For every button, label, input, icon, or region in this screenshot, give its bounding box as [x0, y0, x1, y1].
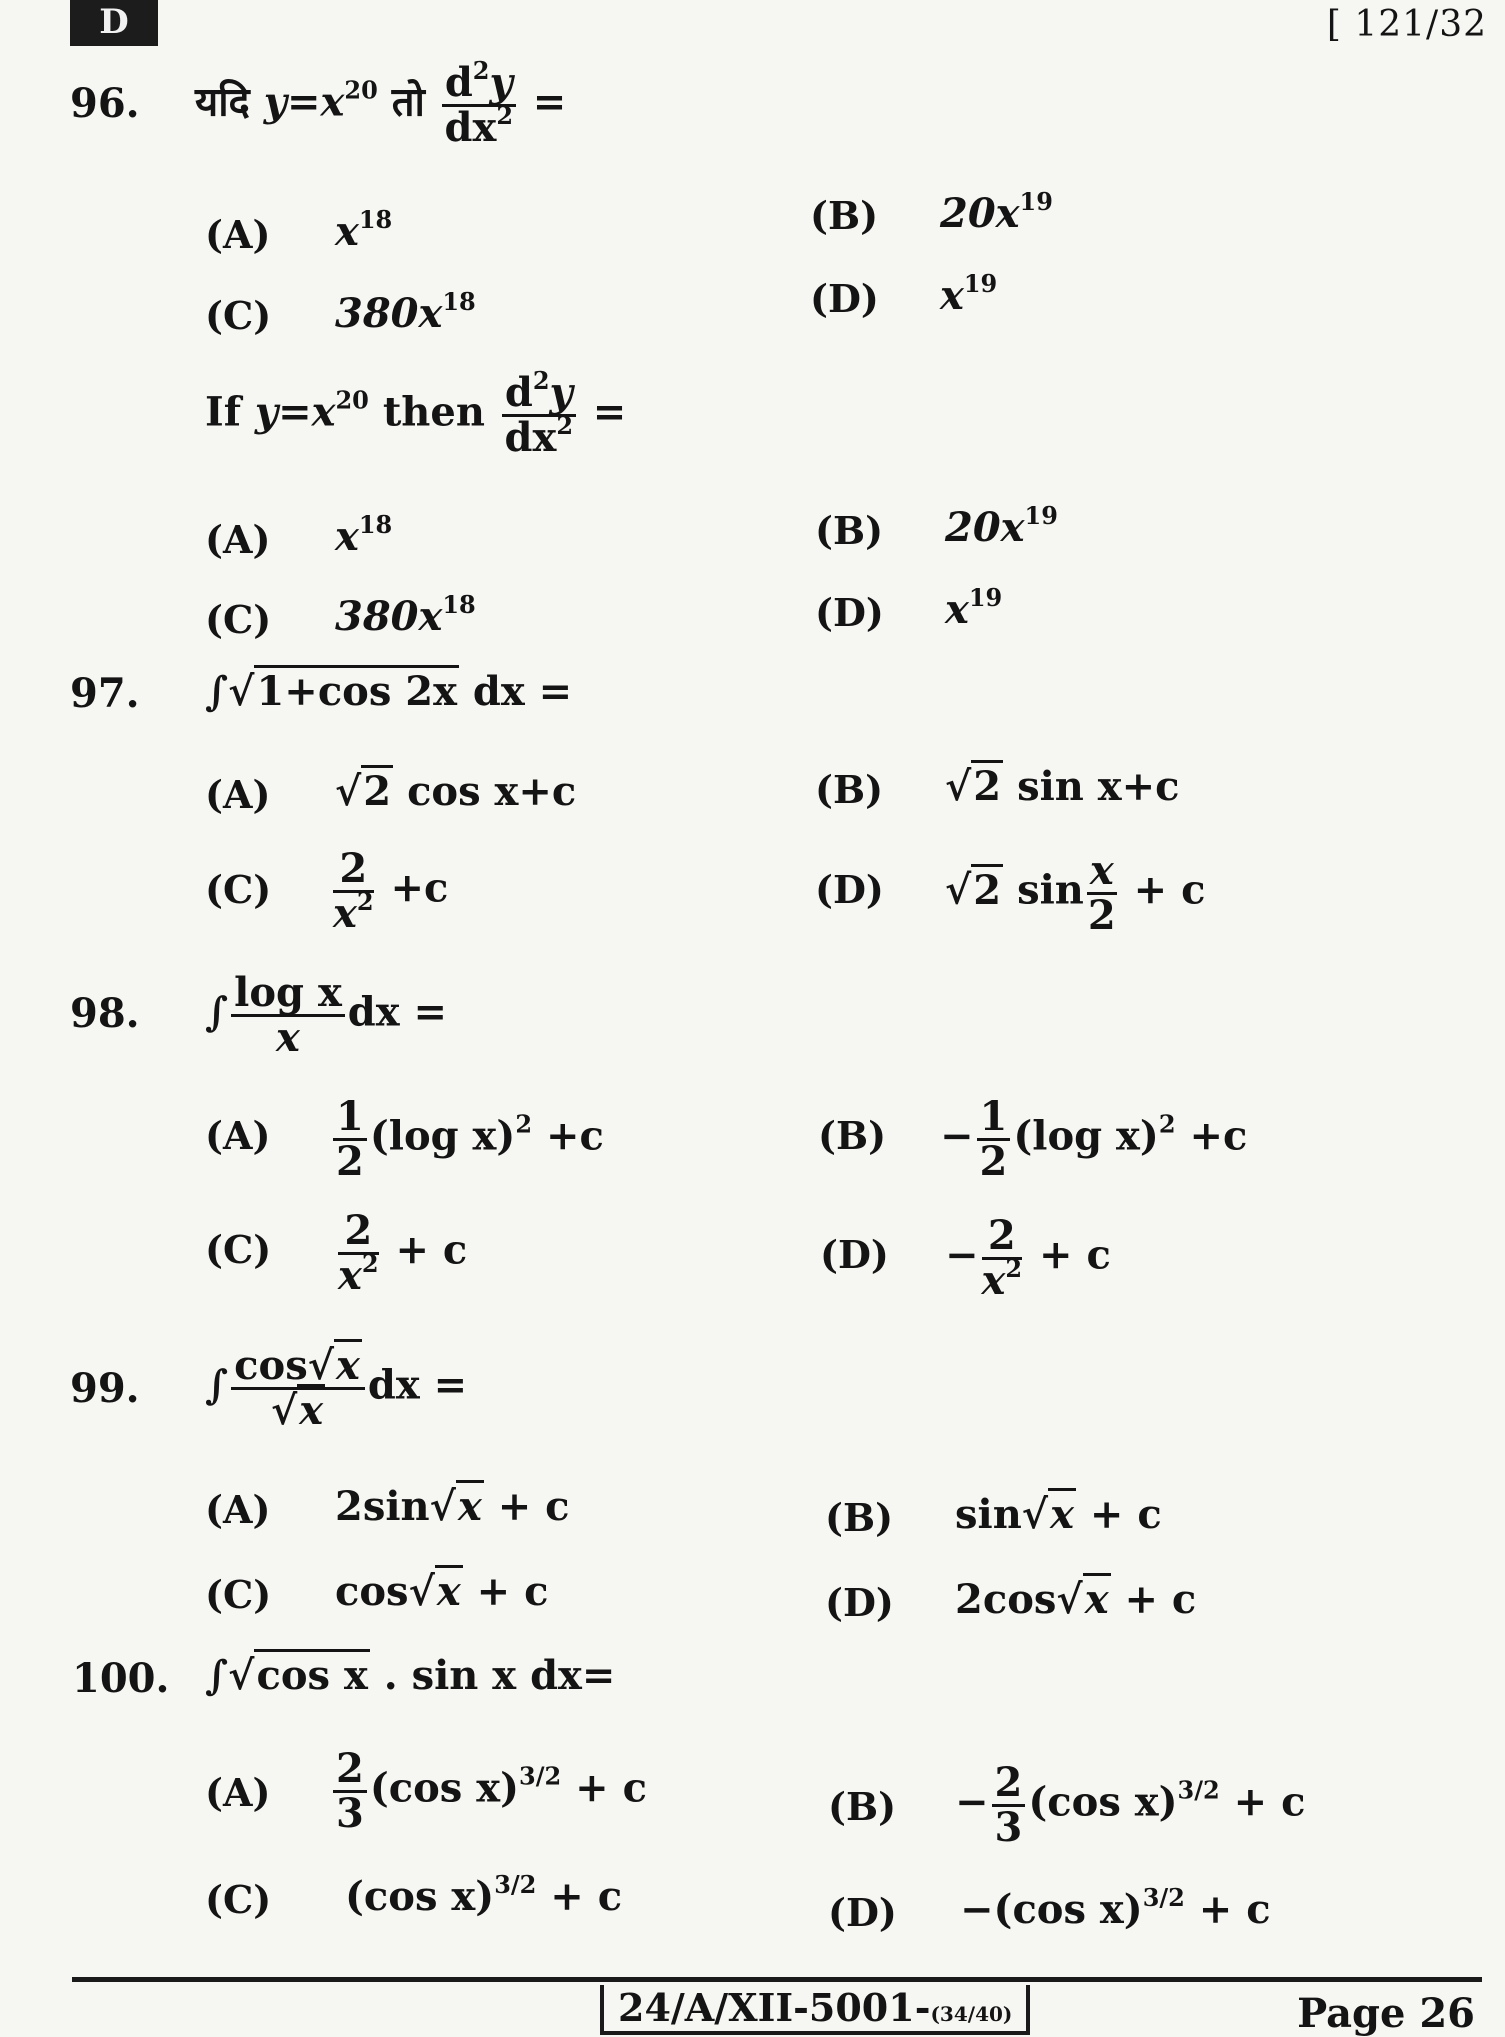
q96-en-option-c-label: (C) [205, 597, 272, 642]
footer-divider [72, 1977, 1482, 1982]
q97-option-d-label: (D) [815, 867, 884, 912]
question-96-hindi-stem: यदि $y=x^{20}$ तो $\frac{d^2y}{dx^2}$ = [195, 56, 567, 151]
q96-en-option-c[interactable]: $380x^{18}$ [335, 590, 476, 640]
question-number-97: 97. [70, 670, 140, 717]
q100-option-a[interactable]: $\frac{2}{3}$ (cos x)$^{3/2}$ + c [330, 1748, 647, 1835]
q96-en-option-b[interactable]: $20x^{19}$ [945, 501, 1058, 551]
question-number-99: 99. [70, 1365, 140, 1412]
q96-en-option-a[interactable]: $x^{18}$ [335, 510, 393, 560]
q100-option-b-label: (B) [828, 1784, 897, 1829]
q98-option-c-label: (C) [205, 1227, 272, 1272]
q96-hi-option-d[interactable]: $x^{19}$ [940, 269, 998, 319]
q98-option-a[interactable]: $\frac{1}{2}$ (log x)$^2$ +c [330, 1096, 604, 1183]
q96-en-option-a-label: (A) [205, 517, 271, 562]
q100-option-b[interactable]: − $\frac{2}{3}$ (cos x)$^{3/2}$ + c [955, 1759, 1306, 1851]
q99-option-b-label: (B) [825, 1495, 894, 1540]
q96-hi-option-c[interactable]: $380x^{18}$ [335, 287, 476, 337]
q99-option-c-label: (C) [205, 1572, 272, 1617]
question-97-stem: ∫√1+cos 2x dx = [205, 668, 572, 715]
page-reference: [ 121/32 [1326, 4, 1487, 45]
q98-option-b[interactable]: − $\frac{1}{2}$ (log x)$^2$ +c [940, 1093, 1248, 1185]
q96-hi-option-b[interactable]: $20x^{19}$ [940, 187, 1053, 237]
q97-option-a-label: (A) [205, 772, 271, 817]
q98-option-b-label: (B) [818, 1113, 887, 1158]
question-98-stem: ∫ $\frac{\text{log x}}{x}$ dx = [205, 969, 448, 1061]
q100-option-c-label: (C) [205, 1877, 272, 1922]
page-number: Page 26 [1297, 1990, 1475, 2037]
q97-option-c[interactable]: $\frac{2}{x^2}$ +c [333, 845, 449, 937]
q98-option-a-label: (A) [205, 1113, 271, 1158]
q99-option-c[interactable]: cos√x + c [335, 1568, 548, 1615]
q97-option-b-label: (B) [815, 767, 884, 812]
q99-option-a[interactable]: 2sin√x + c [335, 1483, 570, 1530]
q96-en-option-b-label: (B) [815, 508, 884, 553]
question-number-96: 96. [70, 80, 140, 127]
q96-hi-option-c-label: (C) [205, 293, 272, 338]
question-96-english-stem: If $y=x^{20}$ then $\frac{d^2y}{dx^2}$ = [205, 366, 627, 461]
q100-option-d-label: (D) [828, 1890, 897, 1935]
q96-hi-option-a[interactable]: $x^{18}$ [335, 205, 393, 255]
q100-option-a-label: (A) [205, 1770, 271, 1815]
q96-en-option-d[interactable]: $x^{19}$ [945, 583, 1003, 633]
q96-en-option-d-label: (D) [815, 590, 884, 635]
question-100-stem: ∫√cos x . sin x dx= [205, 1652, 615, 1699]
q98-option-d[interactable]: − $\frac{2}{x^2}$ + c [945, 1212, 1111, 1304]
q99-option-a-label: (A) [205, 1487, 271, 1532]
q99-option-d-label: (D) [825, 1580, 894, 1625]
set-code-badge: D [70, 0, 158, 46]
q97-option-c-label: (C) [205, 867, 272, 912]
q99-option-d[interactable]: 2cos√x + c [955, 1576, 1196, 1623]
question-number-100: 100. [72, 1655, 170, 1702]
q98-option-c[interactable]: $\frac{2}{x^2}$ + c [338, 1207, 468, 1299]
q96-hi-option-a-label: (A) [205, 212, 271, 257]
q96-hi-option-b-label: (B) [810, 193, 879, 238]
q98-option-d-label: (D) [820, 1232, 889, 1277]
q100-option-c[interactable]: (cos x)$^{3/2}$ + c [345, 1870, 623, 1920]
paper-code: 24/A/XII-5001-(34/40) [600, 1985, 1030, 2035]
q96-hi-option-d-label: (D) [810, 276, 879, 321]
q100-option-d[interactable]: −(cos x)$^{3/2}$ + c [960, 1883, 1271, 1933]
q97-option-d[interactable]: √2 sin $\frac{x}{2}$ + c [945, 847, 1206, 939]
q99-option-b[interactable]: sin√x + c [955, 1491, 1162, 1538]
q97-option-b[interactable]: √2 sin x+c [945, 763, 1180, 810]
question-99-stem: ∫ $\frac{\cos√x}{√x}$ dx = [205, 1345, 467, 1432]
question-number-98: 98. [70, 990, 140, 1037]
q97-option-a[interactable]: √2 cos x+c [335, 768, 576, 815]
